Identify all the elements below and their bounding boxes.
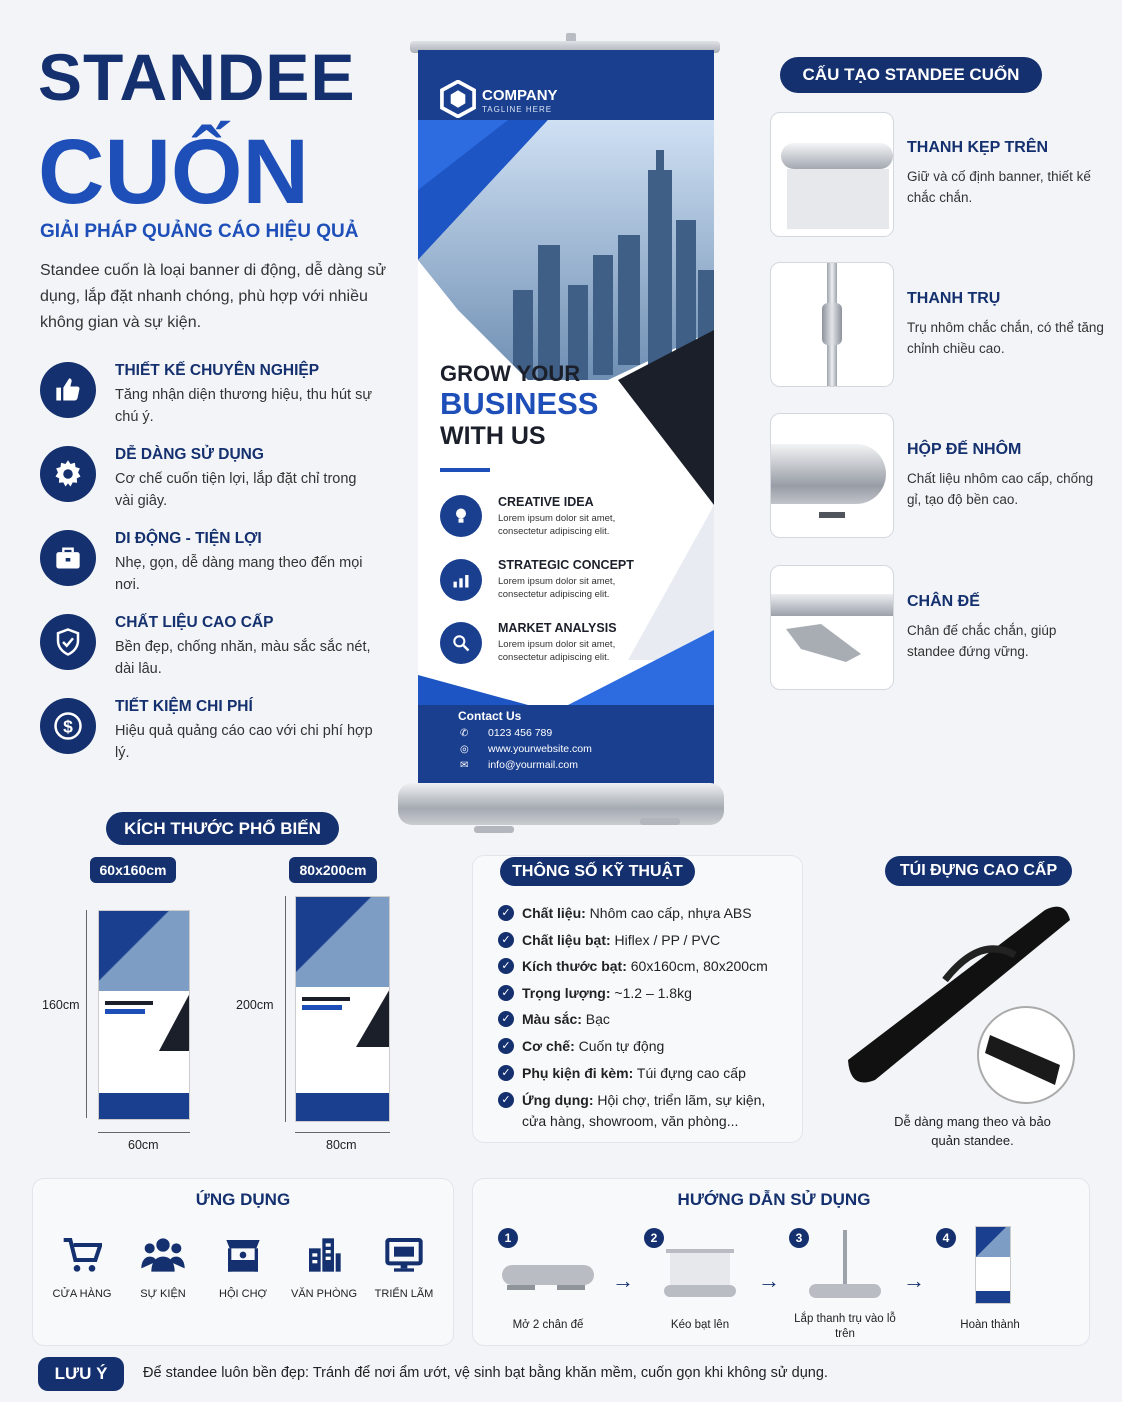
check-icon: ✓ bbox=[498, 1065, 514, 1081]
size-label-small: 60x160cm bbox=[90, 857, 176, 883]
step-label: Lắp thanh trụ vào lỗ trên bbox=[794, 1313, 896, 1340]
spec-value: Cuốn tự động bbox=[574, 1038, 665, 1054]
width-small: 60cm bbox=[128, 1138, 159, 1152]
phone-icon: ✆ bbox=[460, 728, 469, 739]
check-icon: ✓ bbox=[498, 958, 514, 974]
spec-key: Cơ chế: bbox=[522, 1038, 575, 1054]
check-icon: ✓ bbox=[498, 1092, 514, 1108]
banner-item-title: CREATIVE IDEA bbox=[498, 495, 594, 509]
part-image-foot bbox=[770, 565, 894, 690]
part-image-base-box bbox=[770, 413, 894, 538]
height-line-large bbox=[285, 896, 286, 1122]
step-number: 4 bbox=[936, 1228, 956, 1248]
note-label: LƯU Ý bbox=[38, 1357, 124, 1391]
app-label: SỰ KIỆN bbox=[140, 1288, 186, 1300]
spec-value: ~1.2 – 1.8kg bbox=[610, 985, 692, 1001]
spec-key: Kích thước bạt: bbox=[522, 958, 627, 974]
standee-banner bbox=[418, 50, 714, 785]
company-logo-icon bbox=[440, 80, 476, 118]
step-label: Mở 2 chân đế bbox=[512, 1319, 584, 1331]
building-icon bbox=[304, 1235, 344, 1275]
app-item bbox=[207, 1235, 279, 1300]
lightbulb-icon bbox=[440, 495, 482, 537]
app-item bbox=[288, 1235, 360, 1300]
bag-caption: Dễ dàng mang theo và bảo quản standee. bbox=[894, 1114, 1051, 1148]
banner-item-desc: consectetur adipiscing elit. bbox=[498, 652, 610, 663]
title-line-2: CUỐN bbox=[38, 121, 309, 223]
banner-item-title: MARKET ANALYSIS bbox=[498, 621, 617, 635]
feature-title: THIẾT KẾ CHUYÊN NGHIỆP bbox=[115, 362, 320, 379]
part-desc: Trụ nhôm chắc chắn, có thể tăng chỉnh chiều cao. bbox=[907, 320, 1104, 356]
globe-icon: ◎ bbox=[460, 744, 469, 755]
step-label: Kéo bạt lên bbox=[670, 1319, 730, 1331]
company-tagline: TAGLINE HERE bbox=[482, 105, 553, 114]
app-label: HỘI CHỢ bbox=[219, 1288, 267, 1300]
spec-value: Hiflex / PP / PVC bbox=[610, 932, 721, 948]
subtitle: GIẢI PHÁP QUẢNG CÁO HIỆU QUẢ bbox=[40, 221, 359, 242]
guide-heading: HƯỚNG DẪN SỬ DỤNG bbox=[677, 1190, 871, 1209]
spec-key: Trọng lượng: bbox=[522, 985, 611, 1001]
applications-heading: ỨNG DỤNG bbox=[195, 1190, 291, 1209]
check-icon: ✓ bbox=[498, 1038, 514, 1054]
feature-item bbox=[40, 614, 380, 684]
app-label: VĂN PHÒNG bbox=[290, 1288, 357, 1300]
monitor-icon bbox=[384, 1235, 424, 1275]
specs-heading: THÔNG SỐ KỸ THUẬT bbox=[500, 857, 695, 886]
feature-desc: Tăng nhận diện thương hiệu, thu hút sự chú ý. bbox=[115, 387, 373, 425]
cart-icon bbox=[62, 1235, 102, 1275]
spec-key: Chất liệu: bbox=[522, 905, 586, 921]
headline-line-2: BUSINESS bbox=[440, 386, 599, 421]
part-desc: Chân đế chắc chắn, giúp standee đứng vững. bbox=[907, 623, 1057, 659]
feature-desc: Bền đẹp, chống nhăn, màu sắc sắc nét, dài lâu. bbox=[115, 639, 371, 677]
spec-item bbox=[498, 1009, 798, 1030]
height-line-small bbox=[86, 910, 87, 1118]
feature-item bbox=[40, 530, 380, 600]
app-item bbox=[46, 1235, 118, 1300]
app-label: CỬA HÀNG bbox=[52, 1288, 112, 1300]
feature-item bbox=[40, 698, 380, 768]
width-line-small bbox=[98, 1132, 190, 1133]
banner-item-desc: consectetur adipiscing elit. bbox=[498, 526, 610, 537]
thumbs-up-icon bbox=[40, 362, 96, 418]
magnifier-icon bbox=[440, 622, 482, 664]
spec-item bbox=[498, 903, 798, 924]
height-large: 200cm bbox=[236, 998, 274, 1012]
feature-title: DỄ DÀNG SỬ DỤNG bbox=[115, 446, 264, 463]
banner-item-desc: Lorem ipsum dolor sit amet, bbox=[498, 513, 616, 524]
intro-text: Standee cuốn là loại banner di động, dễ dàng sử dụng, lắp đặt nhanh chóng, phù hợp với nhiều không gian và sự kiện. bbox=[40, 262, 387, 331]
step-4-image bbox=[975, 1226, 1011, 1304]
carry-bag-image bbox=[830, 895, 1080, 1105]
check-icon: ✓ bbox=[498, 905, 514, 921]
mail-icon: ✉ bbox=[460, 760, 469, 771]
foot-left bbox=[474, 826, 514, 833]
headline-line-3: WITH US bbox=[440, 422, 546, 450]
note-text: Để standee luôn bền đẹp: Tránh để nơi ẩm ướt, vệ sinh bạt bằng khăn mềm, cuốn gọn khi không sử dụng. bbox=[143, 1365, 828, 1381]
contact-title: Contact Us bbox=[458, 709, 522, 723]
app-label: TRIỂN LÃM bbox=[374, 1288, 434, 1300]
spec-item bbox=[498, 930, 798, 951]
arrow-icon: → bbox=[903, 1268, 925, 1293]
svg-text:$: $ bbox=[63, 716, 73, 737]
spec-item bbox=[498, 956, 798, 977]
width-large: 80cm bbox=[326, 1138, 357, 1152]
bag-heading: TÚI ĐỰNG CAO CẤP bbox=[885, 856, 1072, 886]
feature-title: CHẤT LIỆU CAO CẤP bbox=[115, 614, 274, 631]
step-2-image bbox=[660, 1245, 740, 1305]
mini-standee-small bbox=[98, 910, 190, 1120]
size-label-large: 80x200cm bbox=[289, 857, 377, 883]
structure-heading: CẤU TẠO STANDEE CUỐN bbox=[780, 57, 1042, 93]
part-title: CHÂN ĐẾ bbox=[907, 593, 980, 610]
banner-item-desc: Lorem ipsum dolor sit amet, bbox=[498, 576, 616, 587]
spec-item bbox=[498, 983, 798, 1004]
part-desc: Chất liệu nhôm cao cấp, chống gỉ, tạo độ bền cao. bbox=[907, 471, 1094, 507]
arrow-icon: → bbox=[758, 1268, 780, 1293]
part-title: THANH KẸP TRÊN bbox=[907, 139, 1049, 156]
check-icon: ✓ bbox=[498, 985, 514, 1001]
spec-item bbox=[498, 1036, 798, 1057]
dollar-icon bbox=[40, 698, 96, 754]
part-image-pole bbox=[770, 262, 894, 387]
height-small: 160cm bbox=[42, 998, 80, 1012]
part-title: HỘP ĐẾ NHÔM bbox=[907, 441, 1022, 458]
check-icon: ✓ bbox=[498, 1011, 514, 1027]
feature-item bbox=[40, 362, 380, 432]
step-number: 3 bbox=[789, 1228, 809, 1248]
spec-item bbox=[498, 1090, 780, 1132]
check-icon: ✓ bbox=[498, 932, 514, 948]
contact-phone: 0123 456 789 bbox=[488, 727, 553, 739]
shield-check-icon bbox=[40, 614, 96, 670]
company-name: COMPANY bbox=[482, 87, 558, 104]
feature-desc: Hiệu quả quảng cáo cao với chi phí hợp lý. bbox=[115, 723, 373, 761]
part-desc: Giữ và cố định banner, thiết kế chắc chắn. bbox=[907, 169, 1091, 205]
step-label: Hoàn thành bbox=[960, 1319, 1020, 1331]
headline-line-1: GROW YOUR bbox=[440, 361, 581, 386]
foot-right bbox=[640, 818, 680, 825]
feature-item bbox=[40, 446, 380, 516]
part-image-top-clamp bbox=[770, 112, 894, 237]
feature-title: TIẾT KIỆM CHI PHÍ bbox=[115, 698, 253, 715]
spec-key: Chất liệu bạt: bbox=[522, 932, 611, 948]
banner-item-desc: Lorem ipsum dolor sit amet, bbox=[498, 639, 616, 650]
spec-value: Nhôm cao cấp, nhựa ABS bbox=[585, 905, 752, 921]
app-item bbox=[127, 1235, 199, 1300]
booth-icon bbox=[223, 1235, 263, 1275]
step-number: 1 bbox=[498, 1228, 518, 1248]
sizes-heading: KÍCH THƯỚC PHỔ BIẾN bbox=[106, 812, 339, 845]
spec-value: 60x160cm, 80x200cm bbox=[626, 958, 768, 974]
contact-email: info@yourmail.com bbox=[488, 759, 579, 771]
spec-value: Bạc bbox=[581, 1011, 610, 1027]
title-line-1: STANDEE bbox=[38, 40, 356, 114]
step-3-image bbox=[805, 1228, 885, 1308]
spec-value: Hội chợ, triển lãm, sự kiện, cửa hàng, showroom, văn phòng... bbox=[522, 1092, 766, 1129]
gear-icon bbox=[40, 446, 96, 502]
contact-website: www.yourwebsite.com bbox=[488, 743, 592, 755]
spec-item bbox=[498, 1063, 798, 1084]
step-1-image bbox=[497, 1255, 602, 1305]
step-number: 2 bbox=[644, 1228, 664, 1248]
width-line-large bbox=[295, 1132, 390, 1133]
spec-value: Túi đựng cao cấp bbox=[633, 1065, 746, 1081]
feature-desc: Cơ chế cuốn tiện lợi, lắp đặt chỉ trong vài giây. bbox=[115, 471, 357, 509]
feature-desc: Nhẹ, gọn, dễ dàng mang theo đến mọi nơi. bbox=[115, 555, 363, 593]
app-item bbox=[368, 1235, 440, 1300]
banner-item-desc: consectetur adipiscing elit. bbox=[498, 589, 610, 600]
part-title: THANH TRỤ bbox=[907, 290, 1001, 307]
briefcase-icon bbox=[40, 530, 96, 586]
feature-title: DI ĐỘNG - TIỆN LỢI bbox=[115, 530, 262, 547]
spec-key: Ứng dụng: bbox=[522, 1092, 594, 1108]
people-icon bbox=[141, 1235, 185, 1275]
spec-key: Phụ kiện đi kèm: bbox=[522, 1065, 634, 1081]
arrow-icon: → bbox=[612, 1268, 634, 1293]
mini-standee-large bbox=[295, 896, 390, 1122]
spec-key: Màu sắc: bbox=[522, 1011, 582, 1027]
chart-icon bbox=[440, 559, 482, 601]
banner-item-title: STRATEGIC CONCEPT bbox=[498, 558, 634, 572]
